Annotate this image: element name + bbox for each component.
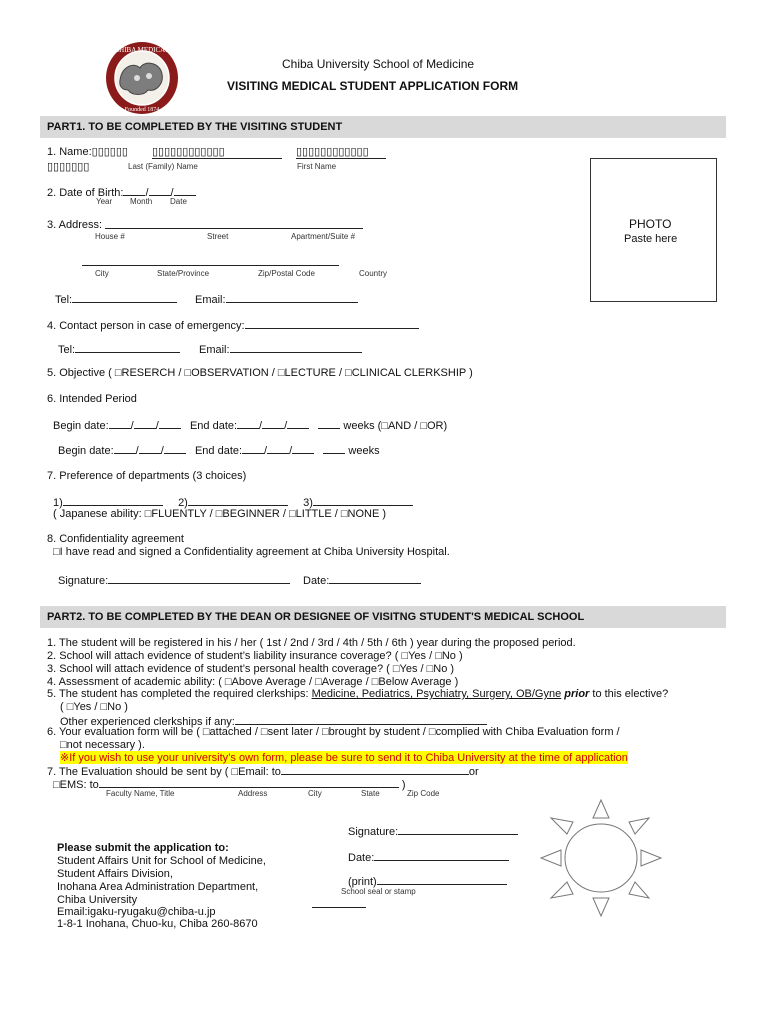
dob-year: Year bbox=[96, 197, 113, 206]
photo-box[interactable] bbox=[590, 158, 717, 302]
part2-item-3[interactable]: 3. School will attach evidence of student’s personal health coverage? ( □Yes / □No ) bbox=[47, 663, 455, 675]
name-label: 1. Name:▯▯▯▯▯▯ bbox=[47, 146, 128, 158]
zip-caption: Zip/Postal Code bbox=[258, 269, 315, 278]
state-caption: State/Province bbox=[157, 269, 210, 278]
dob-month: Month bbox=[130, 197, 153, 206]
evaluation-email-field[interactable]: 7. The Evaluation should be sent by ( □Email: to or bbox=[47, 766, 479, 778]
evaluation-form-note: ※If you wish to use your university’s own form, please be sure to send it to Chiba University at the time of application bbox=[60, 752, 628, 764]
dean-signature-field[interactable]: Signature: bbox=[348, 824, 518, 838]
confidentiality-label: 8. Confidentiality agreement bbox=[47, 533, 184, 545]
dean-print-field[interactable]: (print) bbox=[348, 874, 507, 888]
period-row-1[interactable]: Begin date: / / End date: / / weeks (□AND / □OR) bbox=[53, 420, 448, 432]
first-name-caption: First Name bbox=[297, 162, 337, 171]
email-field[interactable]: Email: bbox=[195, 292, 358, 306]
photo-sub: Paste here bbox=[624, 233, 678, 245]
objective-options[interactable]: 5. Objective ( □RESERCH / □OBSERVATION / □LECTURE / □CLINICAL CLERKSHIP ) bbox=[47, 367, 473, 379]
dean-date-field[interactable]: Date: bbox=[348, 850, 509, 864]
dob-field[interactable]: 2. Date of Birth: / / bbox=[47, 185, 196, 199]
tel-field[interactable]: Tel: bbox=[55, 292, 177, 306]
last-name-caption: Last (Family) Name bbox=[128, 162, 198, 171]
street-caption: Street bbox=[207, 232, 229, 241]
japanese-ability-options[interactable]: ( Japanese ability: □FLUENTLY / □BEGINNER / □LITTLE / □NONE ) bbox=[53, 508, 387, 520]
submit-line-2: Student Affairs Division, bbox=[57, 868, 173, 880]
part1-header: PART1. TO BE COMPLETED BY THE VISITING STUDENT bbox=[40, 116, 726, 138]
state-caption-2: State bbox=[361, 789, 380, 798]
preference-fields[interactable]: 1) 2) 3) bbox=[53, 495, 413, 509]
house-caption: House # bbox=[95, 232, 125, 241]
other-clerkships-field[interactable]: Other experienced clerkships if any: bbox=[60, 714, 487, 728]
period-row-2[interactable]: Begin date: / / End date: / / weeks bbox=[58, 445, 380, 457]
address-caption: Address bbox=[238, 789, 268, 798]
photo-title: PHOTO bbox=[629, 217, 672, 231]
emergency-tel-field[interactable]: Tel: bbox=[58, 342, 180, 356]
submit-line-4: Chiba University bbox=[57, 894, 138, 906]
part2-item-6[interactable]: 6. Your evaluation form will be ( □attached / □sent later / □brought by student / □complied with Chiba Evaluation form / bbox=[47, 726, 620, 738]
city-caption-2: City bbox=[308, 789, 322, 798]
part2-item-5-yesno[interactable]: ( □Yes / □No ) bbox=[60, 701, 128, 713]
submit-address: 1-8-1 Inohana, Chuo-ku, Chiba 260-8670 bbox=[57, 918, 258, 930]
emergency-contact-field[interactable]: 4. Contact person in case of emergency: bbox=[47, 318, 419, 332]
seal-line bbox=[312, 907, 366, 908]
address-line-2[interactable] bbox=[82, 265, 339, 266]
student-signature-field[interactable]: Signature: bbox=[58, 573, 290, 587]
address-line-1[interactable] bbox=[105, 228, 363, 229]
part2-item-1[interactable]: 1. The student will be registered in his / her ( 1st / 2nd / 3rd / 4th / 5th / 6th ) year during the proposed period. bbox=[47, 637, 576, 649]
school-seal-caption: School seal or stamp bbox=[341, 887, 416, 896]
submit-line-1: Student Affairs Unit for School of Medicine, bbox=[57, 855, 266, 867]
part2-item-5: 5. The student has completed the required clerkships: Medicine, Pediatrics, Psychiatry, Surgery, OB/Gyne prior to this elective? bbox=[47, 688, 669, 700]
first-name-field[interactable]: ▯▯▯▯▯▯▯▯▯▯▯▯ bbox=[296, 145, 386, 159]
dob-date: Date bbox=[170, 197, 187, 206]
name-garble: ▯▯▯▯▯▯▯ bbox=[47, 161, 90, 173]
emergency-email-field[interactable]: Email: bbox=[199, 342, 362, 356]
part2-item-2[interactable]: 2. School will attach evidence of student’s liability insurance coverage? ( □Yes / □No ) bbox=[47, 650, 463, 662]
preference-label: 7. Preference of departments (3 choices) bbox=[47, 470, 247, 482]
apartment-caption: Apartment/Suite # bbox=[291, 232, 356, 241]
city-caption: City bbox=[95, 269, 109, 278]
university-seal-logo bbox=[104, 40, 180, 116]
intended-period-label: 6. Intended Period bbox=[47, 393, 137, 405]
svg-text:CHIBA MEDICAL: CHIBA MEDICAL bbox=[114, 46, 170, 54]
student-date-field[interactable]: Date: bbox=[303, 573, 421, 587]
submit-line-3: Inohana Area Administration Department, bbox=[57, 881, 259, 893]
zip-caption-2: Zip Code bbox=[407, 789, 440, 798]
stamp-placeholder-icon bbox=[537, 796, 665, 921]
country-caption: Country bbox=[359, 269, 388, 278]
part2-header: PART2. TO BE COMPLETED BY THE DEAN OR DESIGNEE OF VISITNG STUDENT'S MEDICAL SCHOOL bbox=[40, 606, 726, 628]
confidentiality-checkbox[interactable]: □I have read and signed a Confidentiality agreement at Chiba University Hospital. bbox=[53, 546, 450, 558]
last-name-field[interactable]: ▯▯▯▯▯▯▯▯▯▯▯▯ bbox=[152, 145, 282, 159]
university-name: Chiba University School of Medicine bbox=[282, 57, 475, 71]
part2-item-6-cont[interactable]: □not necessary ). bbox=[60, 739, 145, 751]
submit-email[interactable]: Email:igaku-ryugaku@chiba-u.jp bbox=[57, 906, 216, 918]
form-title: VISITING MEDICAL STUDENT APPLICATION FORM bbox=[227, 79, 519, 93]
part2-item-4[interactable]: 4. Assessment of academic ability: ( □Above Average / □Average / □Below Average ) bbox=[47, 676, 459, 688]
svg-text:Founded 1874: Founded 1874 bbox=[124, 107, 160, 113]
ems-field[interactable]: □EMS: to ) bbox=[53, 779, 406, 791]
address-label: 3. Address: bbox=[47, 219, 103, 231]
faculty-caption: Faculty Name, Title bbox=[106, 789, 175, 798]
submit-heading: Please submit the application to: bbox=[57, 842, 229, 854]
